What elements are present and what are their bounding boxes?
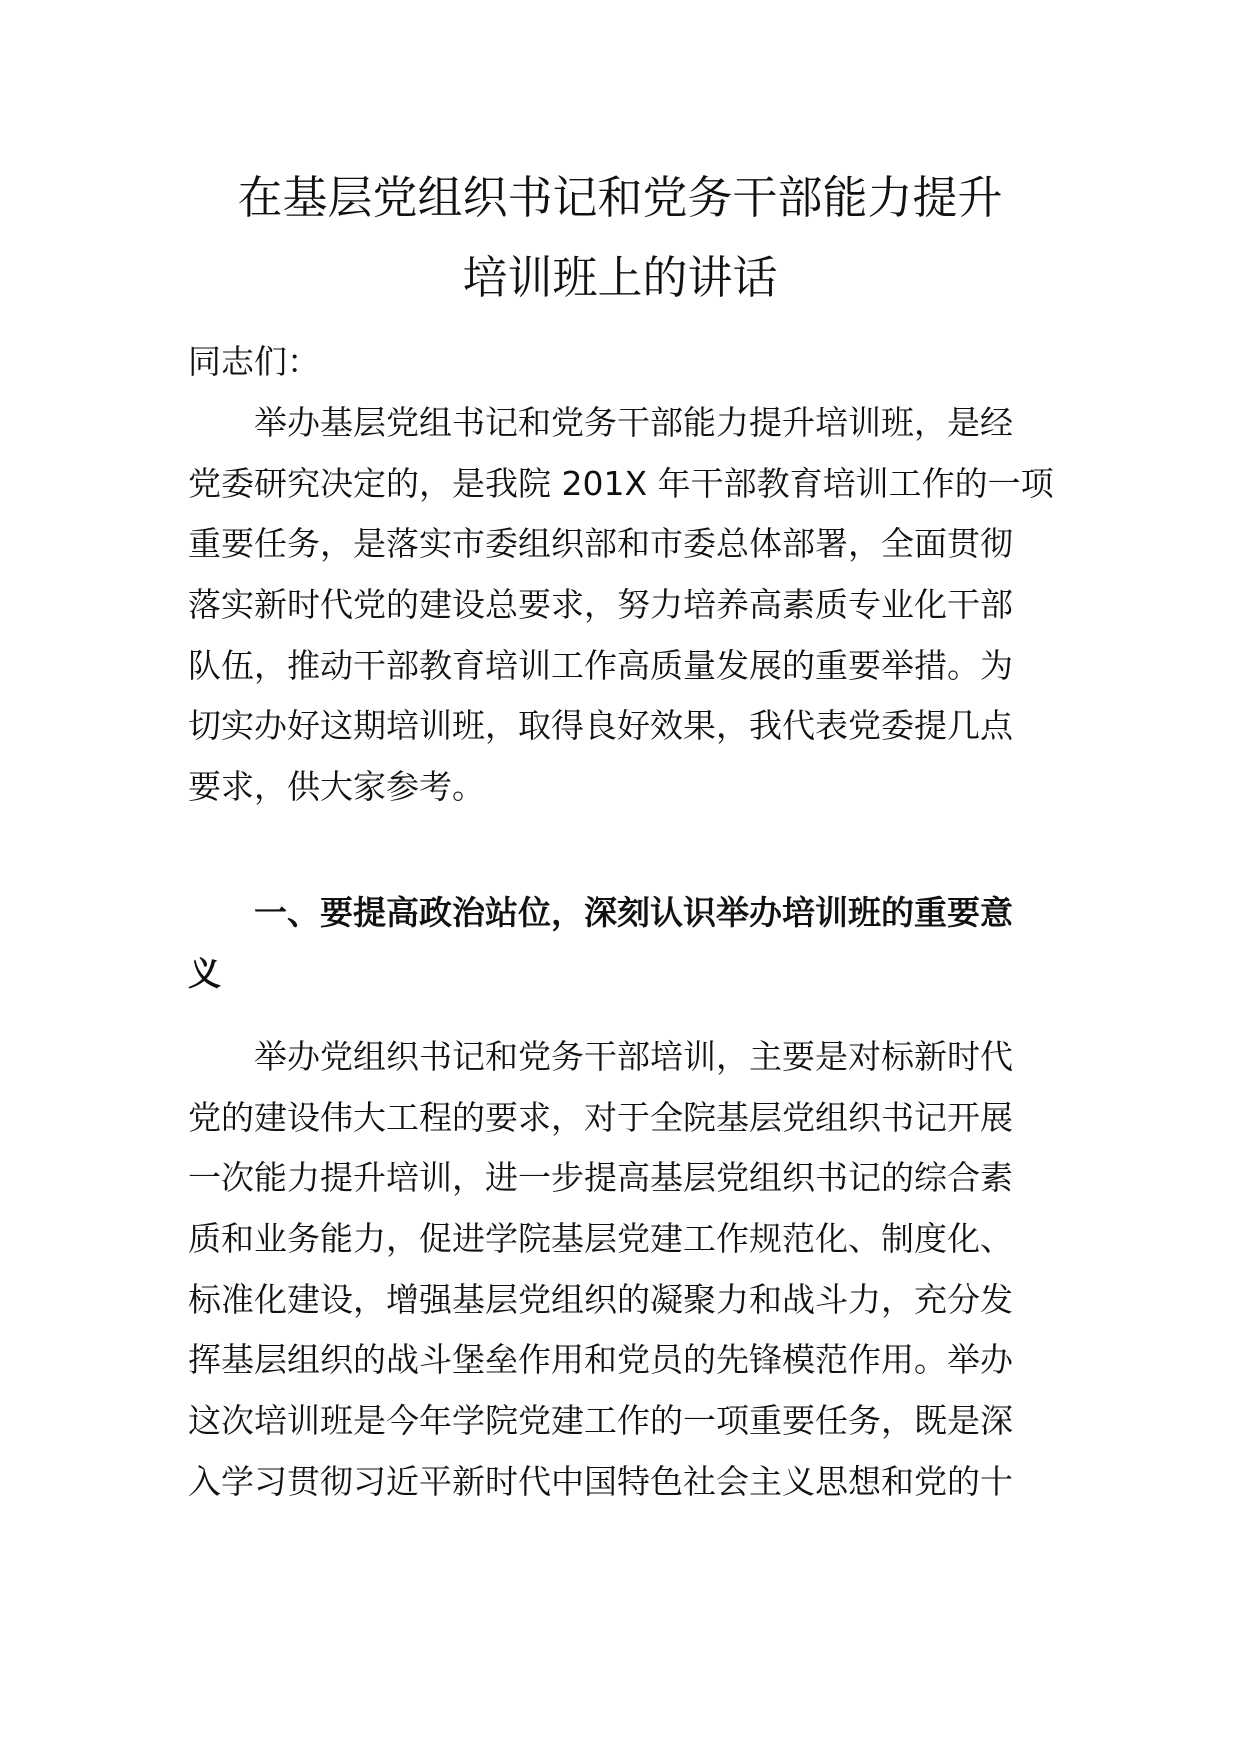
paragraph-line: 挥基层组织的战斗堡垒作用和党员的先锋模范作用。举办 bbox=[188, 1340, 1013, 1379]
heading-line: 义 bbox=[188, 954, 221, 993]
paragraph-line: 举办党组织书记和党务干部培训，主要是对标新时代 bbox=[254, 1037, 1013, 1076]
heading-line: 一、要提高政治站位，深刻认识举办培训班的重要意 bbox=[254, 893, 1013, 932]
document-title-line-2: 培训班上的讲话 bbox=[462, 251, 778, 304]
paragraph-line: 一次能力提升培训，进一步提高基层党组织书记的综合素 bbox=[188, 1158, 1013, 1197]
paragraph-line: 重要任务，是落实市委组织部和市委总体部署，全面贯彻 bbox=[188, 524, 1013, 563]
paragraph-line: 队伍，推动干部教育培训工作高质量发展的重要举措。为 bbox=[188, 646, 1013, 685]
paragraph-line: 这次培训班是今年学院党建工作的一项重要任务，既是深 bbox=[188, 1401, 1013, 1440]
paragraph-line: 党委研究决定的，是我院 201X 年干部教育培训工作的一项 bbox=[188, 464, 1054, 503]
paragraph-line: 切实办好这期培训班，取得良好效果，我代表党委提几点 bbox=[188, 706, 1013, 745]
paragraph-line: 入学习贯彻习近平新时代中国特色社会主义思想和党的十 bbox=[188, 1462, 1013, 1501]
document-title-line-1: 在基层党组织书记和党务干部能力提升 bbox=[237, 171, 1003, 224]
paragraph-line: 标准化建设，增强基层党组织的凝聚力和战斗力，充分发 bbox=[188, 1280, 1013, 1319]
paragraph-line: 落实新时代党的建设总要求，努力培养高素质专业化干部 bbox=[188, 585, 1013, 624]
paragraph-line: 党的建设伟大工程的要求，对于全院基层党组织书记开展 bbox=[188, 1098, 1013, 1137]
salutation: 同志们： bbox=[188, 342, 320, 381]
paragraph-line: 举办基层党组书记和党务干部能力提升培训班，是经 bbox=[254, 403, 1013, 442]
paragraph-line: 要求，供大家参考。 bbox=[188, 767, 485, 806]
paragraph-line: 质和业务能力，促进学院基层党建工作规范化、制度化、 bbox=[188, 1219, 1013, 1258]
